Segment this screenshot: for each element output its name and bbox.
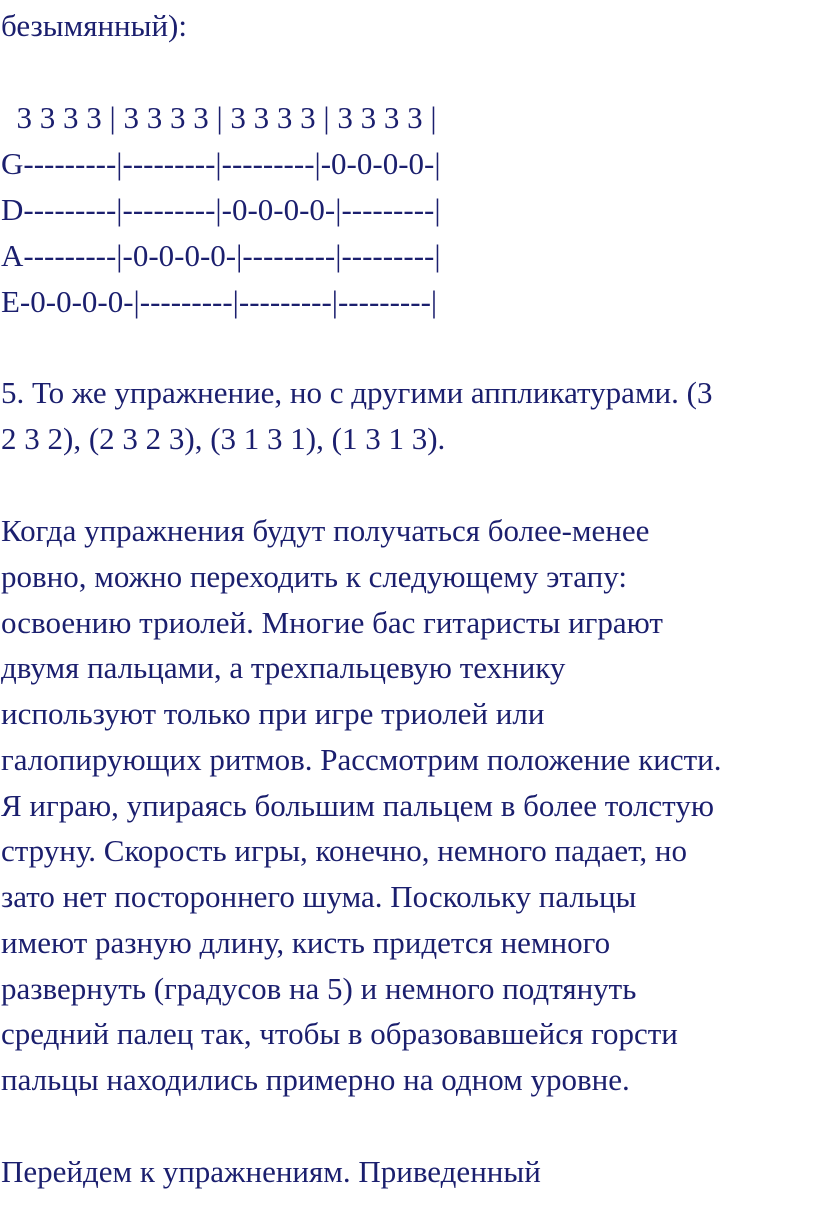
text-line: имеют разную длину, кисть придется немного — [1, 925, 611, 960]
tab-string-g: G---------|---------|---------|-0-0-0-0-| — [1, 146, 441, 181]
text-line: двумя пальцами, а трехпальцевую технику — [1, 650, 566, 685]
tab-string-d: D---------|---------|-0-0-0-0-|---------| — [1, 192, 441, 227]
text-line: струну. Скорость игры, конечно, немного падает, но — [1, 833, 687, 868]
text-line: Я играю, упираясь большим пальцем в более толстую — [1, 788, 714, 823]
text-line-last: Перейдем к упражнениям. Приведенный — [1, 1154, 541, 1189]
text-line: ровно, можно переходить к следующему этапу: — [1, 559, 627, 594]
text-line: используют только при игре триолей или — [1, 696, 545, 731]
text-line: Когда упражнения будут получаться более-менее — [1, 513, 650, 548]
text-line: пальцы находились примерно на одном уровне. — [1, 1062, 630, 1097]
tab-beat-counts: 3 3 3 3 | 3 3 3 3 | 3 3 3 3 | 3 3 3 3 | — [1, 100, 437, 135]
fragment-line: безымянный): — [1, 8, 187, 43]
text-line: 5. То же упражнение, но с другими аппликатурами. (3 — [1, 375, 713, 410]
tab-string-e: E-0-0-0-0-|---------|---------|---------| — [1, 284, 438, 319]
text-line: галопирующих ритмов. Рассмотрим положение кисти. — [1, 742, 722, 777]
text-line: освоению триолей. Многие бас гитаристы играют — [1, 605, 663, 640]
text-line: зато нет постороннего шума. Поскольку пальцы — [1, 879, 637, 914]
text-line: средний палец так, чтобы в образовавшейся горсти — [1, 1016, 678, 1051]
text-line: 2 3 2), (2 3 2 3), (3 1 3 1), (1 3 1 3). — [1, 421, 446, 456]
text-line: развернуть (градусов на 5) и немного подтянуть — [1, 971, 637, 1006]
tab-string-a: A---------|-0-0-0-0-|---------|---------| — [1, 238, 441, 273]
